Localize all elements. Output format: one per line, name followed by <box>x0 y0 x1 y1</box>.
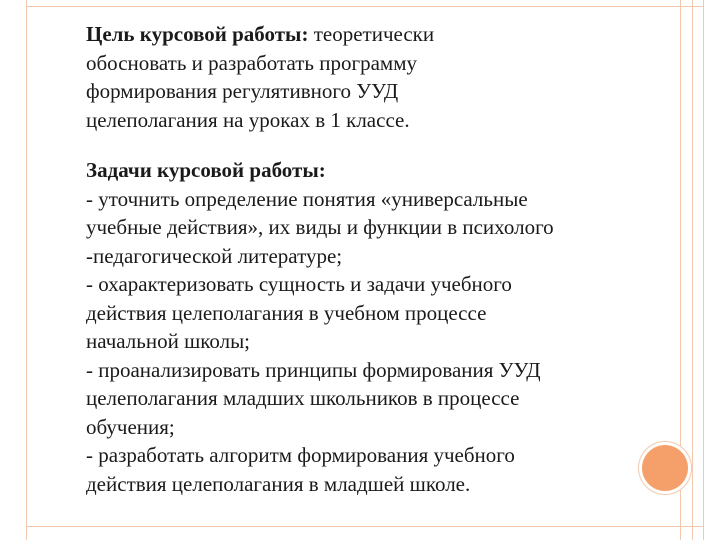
task-line: начальной школы; <box>86 329 251 353</box>
tasks-title: Задачи курсовой работы: <box>86 158 326 182</box>
task-line: целеполагания младших школьников в процессе <box>86 386 520 410</box>
task-line: - проанализировать принципы формирования УУД <box>86 357 541 382</box>
tasks-section <box>86 156 646 498</box>
goal-text: формирования регулятивного УУД <box>86 79 399 103</box>
frame-bottom-line <box>26 526 703 527</box>
frame-right-line-3 <box>703 0 704 540</box>
goal-text: обосновать и разработать программу <box>86 50 417 75</box>
frame-right-line-2 <box>692 0 693 540</box>
slide-content <box>86 20 646 498</box>
task-line: обучения; <box>86 414 175 439</box>
goal-line-1 <box>86 20 646 49</box>
task-line: - разработать алгоритм формирования учебного <box>86 443 515 467</box>
task-line: действия целеполагания в учебном процессе <box>86 300 487 325</box>
decorative-circle <box>642 445 688 491</box>
task-line: - охарактеризовать сущность и задачи учебного <box>86 272 512 296</box>
goal-text: теоретически <box>313 22 435 46</box>
goal-label: Цель курсовой работы: <box>86 22 309 46</box>
goal-text: целеполагания на уроках в 1 классе. <box>86 107 410 132</box>
task-line: учебные действия», их виды и функции в психолого <box>86 215 554 239</box>
task-line: - уточнить определение понятия «универсальные <box>86 186 528 211</box>
goal-section <box>86 20 646 134</box>
task-line: -педагогической литературе; <box>86 243 343 268</box>
task-line: действия целеполагания в младшей школе. <box>86 471 471 496</box>
